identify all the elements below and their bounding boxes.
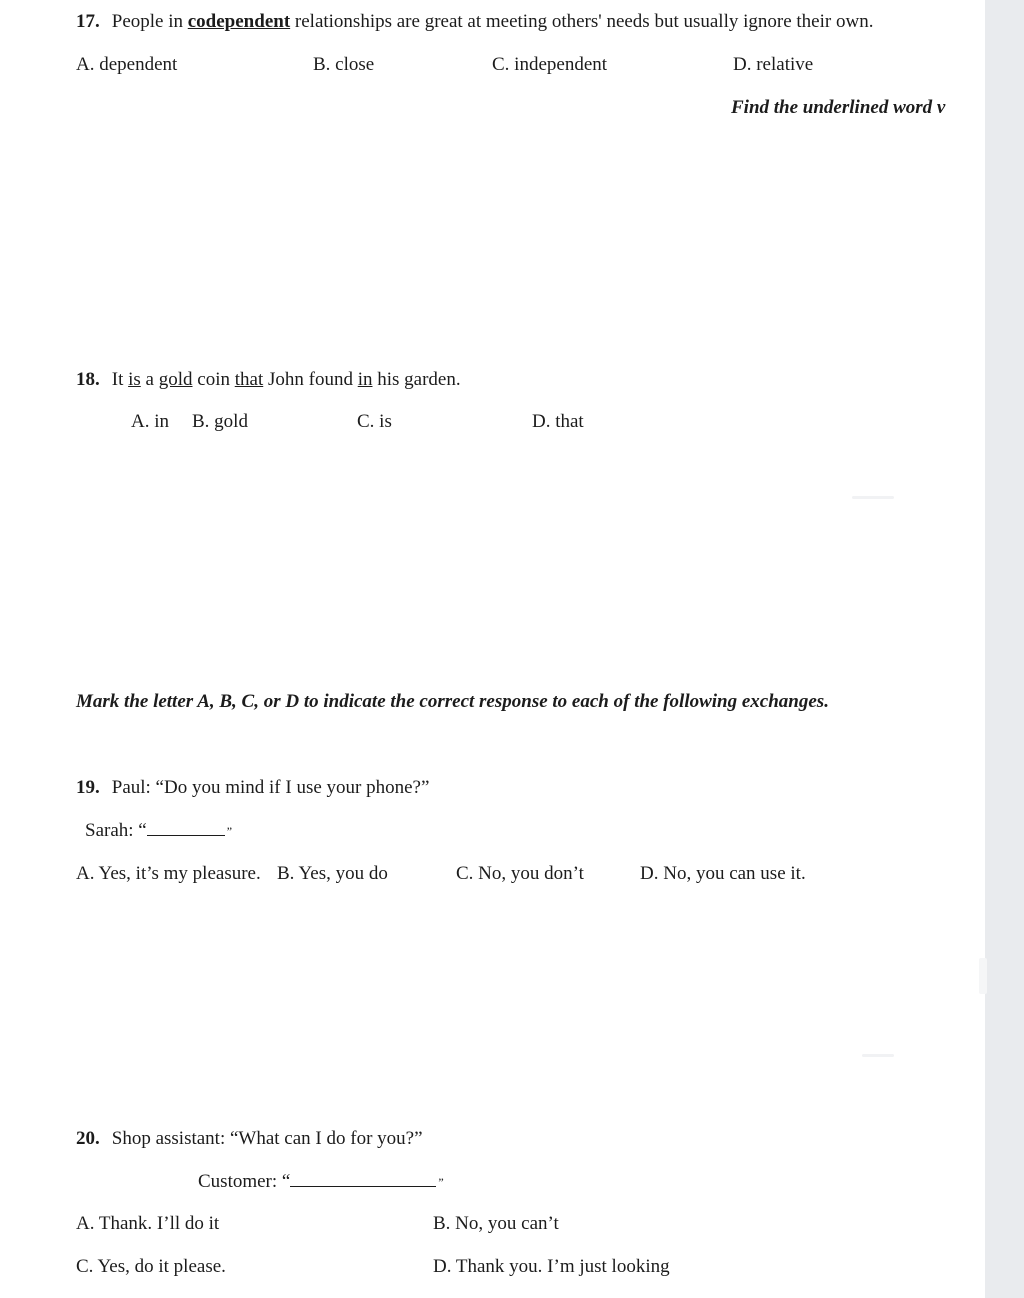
underlined-that: that [234, 369, 264, 390]
question-stem-before: People in [111, 11, 183, 32]
option-c: C. No, you don’t [456, 863, 584, 884]
question-17 [76, 10, 873, 34]
words-his-garden: his garden. [377, 369, 461, 390]
question-stem-after: relationships are great at meeting others' needs but usually ignore their own. [294, 11, 874, 32]
option-a: A. Thank. I’ll do it [76, 1213, 220, 1234]
option-b: B. Yes, you do [277, 863, 388, 884]
question-18 [76, 368, 461, 392]
note-find-underlined: Find the underlined word v [731, 97, 946, 118]
reply-prefix: Sarah: “ [85, 820, 147, 841]
answer-blank [147, 819, 225, 836]
option-d: D. that [532, 411, 584, 432]
option-b: B. close [313, 54, 375, 75]
section-instruction: Mark the letter A, B, C, or D to indicate the correct response to each of the following exchanges. [76, 691, 829, 712]
target-word: codependent [187, 11, 291, 32]
question-number: 20. [76, 1128, 100, 1149]
option-a: A. in [131, 411, 169, 432]
question-number: 18. [76, 369, 100, 390]
question-20 [76, 1127, 423, 1151]
option-b: B. gold [192, 411, 248, 432]
question-number: 19. [76, 777, 100, 798]
word-a: a [145, 369, 154, 390]
underlined-is: is [128, 369, 141, 390]
option-a: A. dependent [76, 54, 178, 75]
underlined-gold: gold [158, 369, 193, 390]
option-d: D. relative [733, 54, 814, 75]
reply-prefix: Customer: “ [198, 1171, 291, 1192]
reply-line [198, 1170, 444, 1194]
reply-line [85, 819, 232, 843]
page-smudge [862, 1054, 894, 1057]
option-b: B. No, you can’t [433, 1213, 559, 1234]
word-it: It [111, 369, 124, 390]
word-coin: coin [197, 369, 230, 390]
question-prompt: Shop assistant: “What can I do for you?” [111, 1128, 423, 1149]
option-c: C. is [357, 411, 392, 432]
words-john-found: John found [267, 369, 353, 390]
reply-suffix: ” [226, 824, 233, 838]
question-number: 17. [76, 11, 100, 32]
viewer-margin [985, 0, 1024, 1298]
option-c: C. independent [492, 54, 608, 75]
scrollbar-thumb[interactable] [979, 958, 987, 994]
option-a: A. Yes, it’s my pleasure. [76, 863, 261, 884]
reply-suffix: ” [438, 1175, 444, 1189]
question-19 [76, 776, 429, 800]
option-d: D. No, you can use it. [640, 863, 806, 884]
option-d: D. Thank you. I’m just looking [433, 1256, 670, 1277]
underlined-in: in [357, 369, 373, 390]
answer-blank [290, 1170, 436, 1187]
option-c: C. Yes, do it please. [76, 1256, 226, 1277]
question-prompt: Paul: “Do you mind if I use your phone?” [111, 777, 430, 798]
page-smudge [852, 496, 894, 499]
